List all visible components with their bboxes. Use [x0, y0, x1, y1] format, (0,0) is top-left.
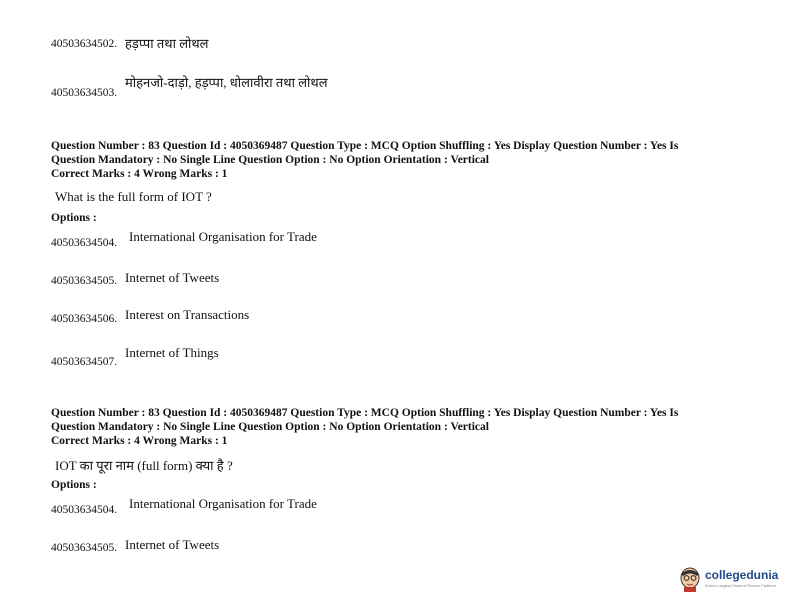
- option-id: 40503634504.: [51, 504, 118, 516]
- options-label: Options :: [51, 212, 97, 224]
- student-mascot-icon: [678, 566, 702, 592]
- option-id: 40503634502.: [51, 38, 118, 50]
- option-id: 40503634505.: [51, 275, 118, 287]
- option-id: 40503634503.: [51, 87, 118, 99]
- question-marks: Correct Marks : 4 Wrong Marks : 1: [51, 168, 228, 180]
- option-text: International Organisation for Trade: [129, 229, 317, 244]
- question-text: What is the full form of IOT ?: [55, 189, 212, 204]
- watermark-brand: collegedunia: [705, 568, 779, 582]
- question-text: IOT का पूरा नाम (full form) क्या है ?: [55, 458, 233, 473]
- question-meta: [51, 406, 678, 448]
- question-meta-line: Question Number : 83 Question Id : 4050369487 Question Type : MCQ Option Shuffling : Yes Display Question Number : Yes Is: [51, 407, 679, 419]
- option-text: Internet of Things: [125, 345, 219, 360]
- question-meta-line: Question Mandatory : No Single Line Question Option : No Option Orientation : Vertical: [51, 421, 489, 433]
- question-meta: [51, 139, 678, 181]
- watermark-tagline: India's Largest Student Review Platform: [705, 583, 777, 588]
- options-label: Options :: [51, 479, 97, 491]
- option-text: International Organisation for Trade: [129, 496, 317, 511]
- option-id: 40503634507.: [51, 356, 118, 368]
- question-meta-line: Question Number : 83 Question Id : 4050369487 Question Type : MCQ Option Shuffling : Yes Display Question Number : Yes Is: [51, 140, 679, 152]
- option-id: 40503634504.: [51, 237, 118, 249]
- option-text: Internet of Tweets: [125, 537, 220, 552]
- option-id: 40503634506.: [51, 313, 118, 325]
- collegedunia-logo: [678, 566, 784, 594]
- option-text: Internet of Tweets: [125, 270, 220, 285]
- question-marks: Correct Marks : 4 Wrong Marks : 1: [51, 435, 228, 447]
- option-id: 40503634505.: [51, 542, 118, 554]
- option-text: Interest on Transactions: [125, 307, 250, 322]
- question-meta-line: Question Mandatory : No Single Line Question Option : No Option Orientation : Vertical: [51, 154, 489, 166]
- option-text: हड़प्पा तथा लोथल: [125, 36, 209, 51]
- option-text: मोहनजो-दाड़ो, हड़प्पा, धोलावीरा तथा लोथल: [125, 75, 328, 90]
